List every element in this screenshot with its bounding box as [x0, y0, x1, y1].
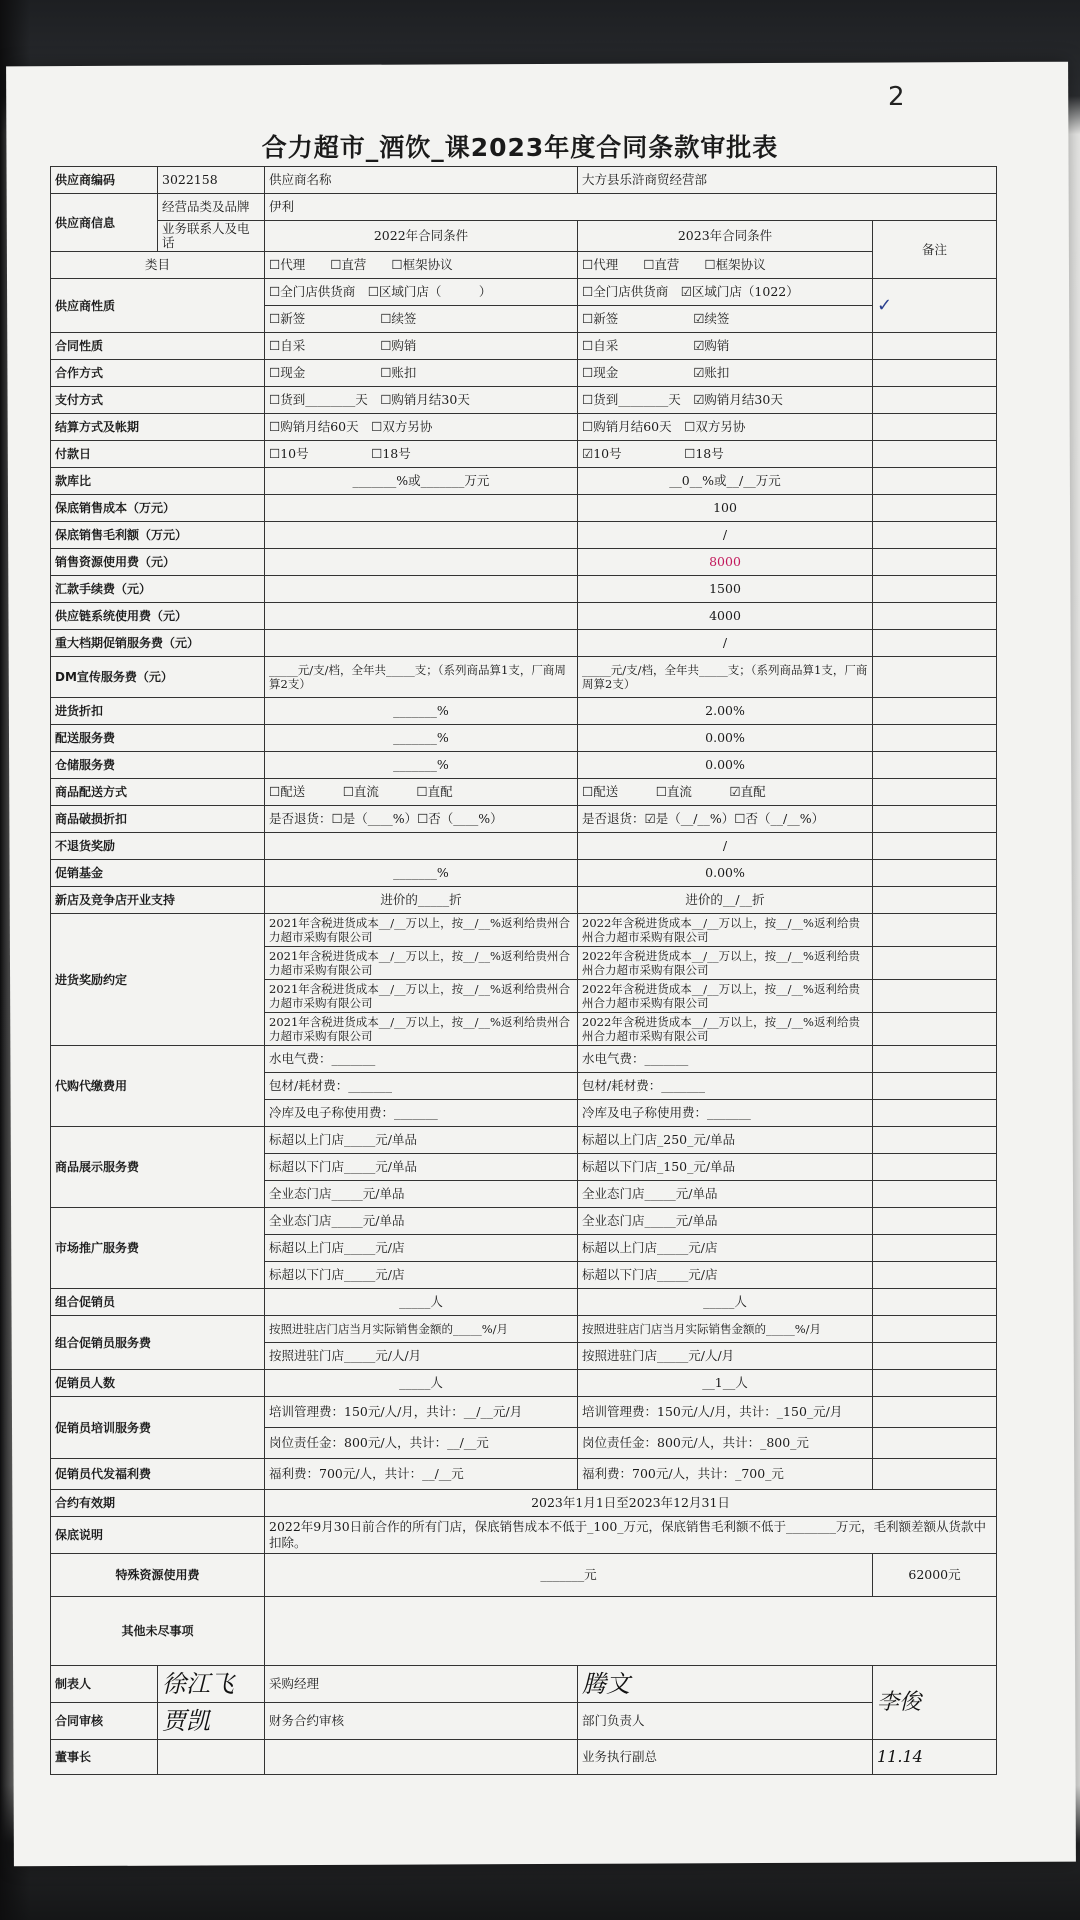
buyer-mgr-label: 采购经理 [265, 1666, 578, 1703]
table-row [51, 603, 997, 630]
payment-2023: ☐货到________天 ☑购销月结30天 [578, 387, 873, 414]
reward-2023-3: 2022年含税进货成本__/__万以上，按__/__%返利给贵州合力超市采购有限公司 [578, 980, 873, 1013]
table-row [51, 1703, 997, 1740]
settle-2023: ☐购销月结60天 ☐双方另协 [578, 414, 873, 441]
coop-2023: ☐现金 ☑账扣 [578, 360, 873, 387]
table-row [51, 725, 997, 752]
finance-label: 财务合约审核 [265, 1703, 578, 1740]
contact-label: 业务联系人及电话 [158, 221, 265, 252]
special-label: 特殊资源使用费 [51, 1554, 265, 1597]
display-label: 商品展示服务费 [51, 1127, 265, 1208]
agency-2023-a: 水电气费：_______ [578, 1046, 873, 1073]
table-row [51, 549, 997, 576]
promoter-2023: _____人 [578, 1289, 873, 1316]
table-row [51, 221, 997, 252]
festival-label: 重大档期促销服务费（元） [51, 630, 265, 657]
header-2022: 2022年合同条件 [265, 221, 578, 252]
payment-2022: ☐货到________天 ☐购销月结30天 [265, 387, 578, 414]
storage-2023: 0.00% [578, 752, 873, 779]
contract-2023: ☐自采 ☑购销 [578, 333, 873, 360]
table-row [51, 441, 997, 468]
nature-2023-b: ☐全门店供货商 ☑区域门店（1022） [578, 279, 873, 306]
welfare-2022: 福利费：700元/人，共计：__/__元 [265, 1459, 578, 1490]
validity-value: 2023年1月1日至2023年12月31日 [265, 1490, 997, 1517]
dm-label: DM宣传服务费（元） [51, 657, 265, 698]
table-row [51, 279, 997, 306]
ship-2023: ☐配送 ☐直流 ☑直配 [578, 779, 873, 806]
table-row [51, 333, 997, 360]
display-2023-3: 全业态门店_____元/单品 [578, 1181, 873, 1208]
special-2022: _______元 [265, 1554, 873, 1597]
market-2022-3: 标超以下门店_____元/店 [265, 1262, 578, 1289]
nature-2022-a: ☐代理 ☐直营 ☐框架协议 [265, 252, 578, 279]
contract-2022: ☐自采 ☐购销 [265, 333, 578, 360]
min-profit-2023: / [578, 522, 873, 549]
promoter-fee-2023-1: 按照进驻店门店当月实际销售金额的_____%/月 [578, 1316, 873, 1343]
ship-label: 商品配送方式 [51, 779, 265, 806]
payday-label: 付款日 [51, 441, 265, 468]
table-row [51, 860, 997, 887]
table-row [51, 1046, 997, 1073]
table-row [51, 468, 997, 495]
dm-2023: _____元/支/档，全年共_____支；（系列商品算1支，厂商周算2支） [578, 657, 873, 698]
noreturn-2023: / [578, 833, 873, 860]
table-row [51, 779, 997, 806]
table-row [51, 1316, 997, 1343]
remit-2023: 1500 [578, 576, 873, 603]
agency-2023-b: 包材/耗材费：_______ [578, 1073, 873, 1100]
table-row [51, 698, 997, 725]
table-row [51, 1597, 997, 1666]
header-category: 类目 [51, 252, 265, 279]
welfare-label: 促销员代发福利费 [51, 1459, 265, 1490]
damage-label: 商品破损折扣 [51, 806, 265, 833]
vp-label: 业务执行副总 [578, 1740, 873, 1775]
payday-2023: ☑10号 ☐18号 [578, 441, 873, 468]
review-label: 合同审核 [51, 1703, 158, 1740]
form-title: 合力超市_酒饮_课2023年度合同条款审批表 [261, 133, 779, 162]
remit-label: 汇款手续费（元） [51, 576, 265, 603]
display-2022-1: 标超以上门店_____元/单品 [265, 1127, 578, 1154]
table-row [51, 522, 997, 549]
promo-fund-2023: 0.00% [578, 860, 873, 887]
promoter-2022: _____人 [265, 1289, 578, 1316]
promoter-fee-2023-2: 按照进驻门店_____元/人/月 [578, 1343, 873, 1370]
table-row [51, 360, 997, 387]
min-cost-label: 保底销售成本（万元） [51, 495, 265, 522]
delivery-2023: 0.00% [578, 725, 873, 752]
promoter-fee-2022-1: 按照进驻店门店当月实际销售金额的_____%/月 [265, 1316, 578, 1343]
promo-fund-label: 促销基金 [51, 860, 265, 887]
welfare-2023: 福利费：700元/人，共计：_700_元 [578, 1459, 873, 1490]
festival-2023: / [578, 630, 873, 657]
table-row [51, 806, 997, 833]
table-row [51, 252, 997, 279]
table-row [51, 495, 997, 522]
table-row [51, 887, 997, 914]
supplier-code-label: 供应商编码 [51, 167, 158, 194]
damage-2022: 是否退货：☐是（____%）☐否（____%） [265, 806, 578, 833]
reward-2022-3: 2021年含税进货成本__/__万以上，按__/__%返利给贵州合力超市采购有限公司 [265, 980, 578, 1013]
display-2022-2: 标超以下门店_____元/单品 [265, 1154, 578, 1181]
coop-label: 合作方式 [51, 360, 265, 387]
training-2022-2: 岗位责任金：800元/人，共计：__/__元 [265, 1428, 578, 1459]
other-label: 其他未尽事项 [51, 1597, 265, 1666]
table-row [51, 1370, 997, 1397]
noreturn-label: 不退货奖励 [51, 833, 265, 860]
training-2023-1: 培训管理费：150元/人/月，共计：_150_元/月 [578, 1397, 873, 1428]
training-2022-1: 培训管理费：150元/人/月，共计：__/__元/月 [265, 1397, 578, 1428]
newstore-label: 新店及竞争店开业支持 [51, 887, 265, 914]
agency-2022-c: 冷库及电子称使用费：_______ [265, 1100, 578, 1127]
reward-2023-1: 2022年含税进货成本__/__万以上，按__/__%返利给贵州合力超市采购有限公司 [578, 914, 873, 947]
reward-2022-1: 2021年含税进货成本__/__万以上，按__/__%返利给贵州合力超市采购有限公司 [265, 914, 578, 947]
ship-2022: ☐配送 ☐直流 ☐直配 [265, 779, 578, 806]
supplier-name-label: 供应商名称 [265, 167, 578, 194]
nature-2023-a: ☐代理 ☐直营 ☐框架协议 [578, 252, 873, 279]
sales-res-2023: 8000 [578, 549, 873, 576]
table-row [51, 1289, 997, 1316]
table-row [51, 1397, 997, 1428]
table-row [51, 833, 997, 860]
sign-date: 11.14 [873, 1740, 997, 1775]
market-2022-1: 全业态门店_____元/单品 [265, 1208, 578, 1235]
ratio-2023: __0__%或__/__万元 [578, 468, 873, 495]
payment-label: 支付方式 [51, 387, 265, 414]
maker-signature: 徐江飞 [158, 1666, 265, 1703]
reward-label: 进货奖励约定 [51, 914, 265, 1046]
table-row [51, 1208, 997, 1235]
delivery-label: 配送服务费 [51, 725, 265, 752]
ratio-label: 款库比 [51, 468, 265, 495]
reward-2022-4: 2021年含税进货成本__/__万以上，按__/__%返利给贵州合力超市采购有限公司 [265, 1013, 578, 1046]
market-2022-2: 标超以上门店_____元/店 [265, 1235, 578, 1262]
supplier-code: 3022158 [158, 167, 265, 194]
check-mark-icon: ✓ [873, 279, 997, 333]
discount-2023: 2.00% [578, 698, 873, 725]
nature-label: 供应商性质 [51, 279, 265, 333]
promoter-count-2023: __1__人 [578, 1370, 873, 1397]
guarantee-label: 保底说明 [51, 1517, 265, 1554]
table-row [51, 1666, 997, 1703]
supplier-name: 大方县乐浒商贸经营部 [578, 167, 997, 194]
coop-2022: ☐现金 ☐账扣 [265, 360, 578, 387]
supply-sys-label: 供应链系统使用费（元） [51, 603, 265, 630]
contract-label: 合同性质 [51, 333, 265, 360]
table-row [51, 914, 997, 947]
table-row [51, 576, 997, 603]
payday-2022: ☐10号 ☐18号 [265, 441, 578, 468]
promoter-fee-2022-2: 按照进驻门店_____元/人/月 [265, 1343, 578, 1370]
reward-2023-2: 2022年含税进货成本__/__万以上，按__/__%返利给贵州合力超市采购有限公司 [578, 947, 873, 980]
delivery-2022: _______% [265, 725, 578, 752]
damage-2023: 是否退货：☑是（__/__%）☐否（__/__%） [578, 806, 873, 833]
discount-label: 进货折扣 [51, 698, 265, 725]
market-label: 市场推广服务费 [51, 1208, 265, 1289]
chairman-label: 董事长 [51, 1740, 158, 1775]
table-row [51, 194, 997, 221]
buyer-signature: 腾文 [578, 1666, 873, 1703]
storage-label: 仓储服务费 [51, 752, 265, 779]
sales-res-label: 销售资源使用费（元） [51, 549, 265, 576]
reward-2022-2: 2021年含税进货成本__/__万以上，按__/__%返利给贵州合力超市采购有限公司 [265, 947, 578, 980]
page-number: 2 [888, 82, 905, 112]
min-profit-label: 保底销售毛利额（万元） [51, 522, 265, 549]
display-2023-2: 标超以下门店_150_元/单品 [578, 1154, 873, 1181]
promo-fund-2022: _______% [265, 860, 578, 887]
guarantee-value: 2022年9月30日前合作的所有门店，保底销售成本不低于_100_万元，保底销售毛利额不低于________万元，毛利额差额从货款中扣除。 [265, 1517, 997, 1554]
table-row [51, 657, 997, 698]
table-row [51, 1490, 997, 1517]
reward-2023-4: 2022年含税进货成本__/__万以上，按__/__%返利给贵州合力超市采购有限公司 [578, 1013, 873, 1046]
table-row [51, 752, 997, 779]
agency-2023-c: 冷库及电子称使用费：_______ [578, 1100, 873, 1127]
display-2023-1: 标超以上门店_250_元/单品 [578, 1127, 873, 1154]
table-row [51, 1459, 997, 1490]
table-row [51, 630, 997, 657]
market-2023-3: 标超以下门店_____元/店 [578, 1262, 873, 1289]
validity-label: 合约有效期 [51, 1490, 265, 1517]
promoter-fee-label: 组合促销员服务费 [51, 1316, 265, 1370]
training-2023-2: 岗位责任金：800元/人，共计：_800_元 [578, 1428, 873, 1459]
header-2023: 2023年合同条件 [578, 221, 873, 252]
brand-label: 经营品类及品牌 [158, 194, 265, 221]
settle-label: 结算方式及帐期 [51, 414, 265, 441]
dept-head-label: 部门负责人 [578, 1703, 873, 1740]
table-row [51, 1517, 997, 1554]
market-2023-1: 全业态门店_____元/单品 [578, 1208, 873, 1235]
discount-2022: _______% [265, 698, 578, 725]
agency-2022-b: 包材/耗材费：_______ [265, 1073, 578, 1100]
min-cost-2023: 100 [578, 495, 873, 522]
header-remark: 备注 [873, 221, 997, 279]
dept-signature: 李俊 [873, 1666, 997, 1740]
maker-label: 制表人 [51, 1666, 158, 1703]
storage-2022: _______% [265, 752, 578, 779]
table-row [51, 1740, 997, 1775]
settle-2022: ☐购销月结60天 ☐双方另协 [265, 414, 578, 441]
ratio-2022: _______%或_______万元 [265, 468, 578, 495]
approval-table [50, 166, 997, 1775]
table-row [51, 167, 997, 194]
training-label: 促销员培训服务费 [51, 1397, 265, 1459]
display-2022-3: 全业态门店_____元/单品 [265, 1181, 578, 1208]
supplier-info-label: 供应商信息 [51, 194, 158, 252]
dm-2022: _____元/支/档，全年共_____支；（系列商品算1支，厂商周算2支） [265, 657, 578, 698]
newstore-2023: 进价的__/__折 [578, 887, 873, 914]
special-2023: 62000元 [873, 1554, 997, 1597]
supply-sys-2023: 4000 [578, 603, 873, 630]
table-row [51, 1554, 997, 1597]
newstore-2022: 进价的_____折 [265, 887, 578, 914]
market-2023-2: 标超以上门店_____元/店 [578, 1235, 873, 1262]
table-row [51, 387, 997, 414]
agency-label: 代购代缴费用 [51, 1046, 265, 1127]
review-signature: 贾凯 [158, 1703, 265, 1740]
table-row [51, 1127, 997, 1154]
nature-2022-c: ☐新签 ☐续签 [265, 306, 578, 333]
promoter-label: 组合促销员 [51, 1289, 265, 1316]
promoter-count-label: 促销员人数 [51, 1370, 265, 1397]
nature-2023-c: ☐新签 ☑续签 [578, 306, 873, 333]
table-row [51, 414, 997, 441]
brand-value: 伊利 [265, 194, 997, 221]
promoter-count-2022: _____人 [265, 1370, 578, 1397]
agency-2022-a: 水电气费：_______ [265, 1046, 578, 1073]
nature-2022-b: ☐全门店供货商 ☐区域门店（ ） [265, 279, 578, 306]
